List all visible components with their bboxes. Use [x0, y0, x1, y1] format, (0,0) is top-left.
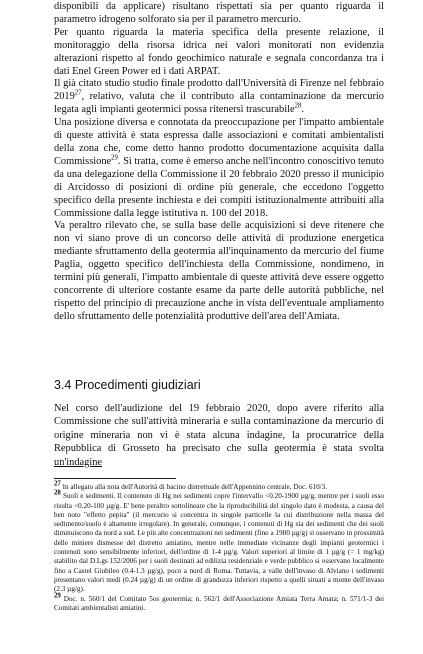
- paragraph-text: Una posizione diversa e connotata da preoccupazione per l'impatto ambientale di queste attività è stata espressa dalle associazioni e comitati ambientalisti della zona che, come detto hanno prodotto documentazione acquisita dalla Commissione: [54, 117, 384, 167]
- paragraph-associations: [54, 117, 384, 220]
- footnote-ref-27[interactable]: 27: [74, 89, 82, 97]
- footnote-divider: [54, 478, 176, 479]
- footnote-29: [54, 592, 384, 614]
- section-text: [54, 402, 384, 469]
- footnote-ref-29[interactable]: 29: [111, 154, 118, 162]
- paragraph-text: disponibili da applicare) risultano rispettati sia per quanto riguarda il parametro idrogeno solforato sia per il parametro mercurio.: [54, 1, 384, 25]
- footnote-28: [54, 489, 384, 594]
- paragraph-university-study: [54, 78, 384, 117]
- paragraph-continuation: [54, 1, 384, 27]
- paragraph-text: Il già citato studio studio finale prodotto dall'Università di Firenze nel febbraio 2019: [54, 78, 384, 103]
- body-text: [54, 1, 384, 324]
- footnote-number: 28: [54, 489, 61, 497]
- section-heading: 3.4 Procedimenti giudiziari: [54, 378, 201, 392]
- footnote-number: 27: [54, 480, 61, 488]
- footnote-27: [54, 480, 384, 492]
- paragraph-monitoring: [54, 27, 384, 79]
- underlined-text: un'indagine: [54, 456, 103, 468]
- footnotes: [54, 480, 384, 613]
- paragraph-text: Per quanto riguarda la materia specifica della presente relazione, il monitoraggio della risorsa idrica nei valori monitorati non evidenzia alterazioni rispetto al fondo geochimico naturale e segnala concordanza tra i dati Enel Green Power ed i dati ARPAT.: [54, 26, 384, 77]
- paragraph-text: . Si tratta, come è emerso anche nell'incontro conoscitivo tenuto da una delegazione della Commissione il 20 febbraio 2020 presso il municipio di Arcidosso di posizioni di ordine più generale, che eccedono l'oggetto specifico della presente inchiesta e dei compiti istituzionalmente attribuiti alla Commissione dalla legge istitutiva n. 100 del 2018.: [54, 155, 384, 219]
- paragraph-text: Va peraltro rilevato che, se sulla base delle acquisizioni si deve ritenere che non vi siano prove di un concorso delle attività di produzione energetica mediante sfruttamento della geotermia all'inquinamento da mercurio del fiume Paglia, oggetto specifico dell'inchiesta della Commissione, nondimeno, in termini più generali, l'impatto ambientale di queste attività deve essere oggetto concorrente di ulteriore costante esame da parte delle autorità pubbliche, nel rispetto del principio di precauzione anche in vista dell'eventuale ampliamento dello sfruttamento delle potenzialità produttive dell'area dell'Amiata.: [54, 220, 384, 322]
- paragraph-text: Nel corso dell'audizione del 19 febbraio 2020, dopo avere riferito alla Commissione che sull'attività mineraria e sulla contaminazione da mercurio di origine mineraria non vi è stata alcuna indagine, la procuratrice della Repubblica di Grosseto ha precisato che sulla geotermia è stata svolta: [54, 403, 384, 455]
- paragraph-text: .: [301, 104, 304, 116]
- footnote-ref-28[interactable]: 28: [294, 102, 302, 110]
- footnote-text: Doc. n. 560/1 del Comitato 5os geotermia; n. 562/1 dell'Associazione Amiata Terra Amata; n. 571/1-3 dei Comitati ambientalisti amiatini.: [54, 594, 384, 612]
- footnote-number: 29: [54, 592, 61, 600]
- paragraph-text: , relativo, valuta che il contributo alla contaminazione da mercurio legata agli impianti geotermici possa ritenersi trascurabile: [54, 91, 384, 116]
- paragraph-conclusion: [54, 220, 384, 323]
- footnote-text: In allegato alla nota dell'Autorità di bacino distrettuale dell'Appennino centrale, Doc. 610/3.: [60, 483, 328, 491]
- paragraph-judicial: [54, 402, 384, 469]
- footnote-text: Suoli e sedimenti. Il contenuto di Hg nei sedimenti copre l'intervallo <0.20-1900 µg/g, mentre per i suoli esso risulta <0.20-100 µg/g. E' bene peraltro sottolineare che la riproducibilità del singolo dato è modesta, a causa del ben noto "effetto pepita" (il mercurio si concentra in singole particelle la cui distribuzione nella massa del sedimento/suolo è altamente irregolare). In generale, comunque, i contenuti di Hg sia dei sedimenti che dei suoli diminuiscono da nord a sud. Le più alte concentrazioni nei sedimenti (fino a 1900 µg/g) si osservano in prossimità delle miniere dismesse del distretto amiatino, mentre nelle immediate vicinanze degli impianti geotermici i contenuti sono sensibilmente inferiori, dell'ordine di 1-4 µg/g. Valori superiori al limite di 1 µg/g (= 1 mg/kg) stabilito dal D.Lgs 152/2006 per i suoli destinati ad edilizia residenziale e verde pubblico si osservano localmente fino a Castel Giubileo (0.4-1.3 µg/g), poco a nord di Roma. Tuttavia, a valle dell'invaso di Alviano i sedimenti presentano valori medi (0.24 µg/g) di un ordine di grandezza inferiori rispetto a quelli situati a monte dell'invaso (2.3 µg/g).: [54, 492, 384, 594]
